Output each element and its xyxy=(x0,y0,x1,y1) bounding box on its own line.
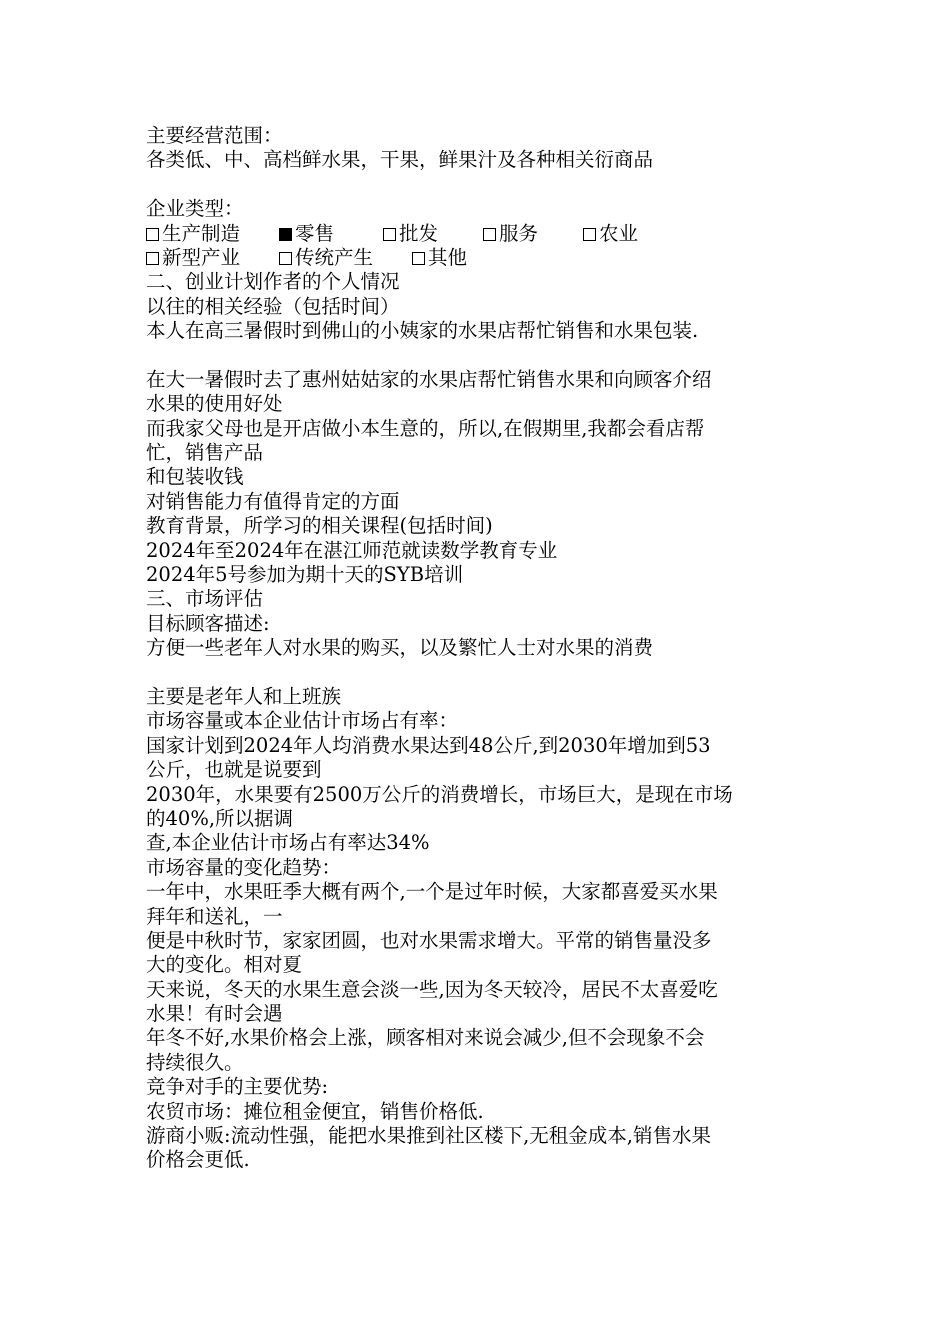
blank-line xyxy=(146,661,826,685)
text-line: 目标顾客描述: xyxy=(146,611,270,635)
section-heading: 三、市场评估 xyxy=(146,587,264,611)
text-line: 而我家父母也是开店做小本生意的，所以,在假期里,我都会看店帮 xyxy=(146,416,705,440)
text-line: 在大一暑假时去了惠州姑姑家的水果店帮忙销售水果和向顾客介绍 xyxy=(146,367,712,391)
checkbox-icon xyxy=(146,228,159,241)
text-line: 方便一些老年人对水果的购买，以及繁忙人士对水果的消费 xyxy=(146,636,654,660)
text-line: 持续很久。 xyxy=(146,1050,244,1074)
text-line: 主要是老年人和上班族 xyxy=(146,684,342,708)
text-line: 水果的使用好处 xyxy=(146,392,283,416)
text-line: 农贸市场：摊位租金便宜，销售价格低. xyxy=(146,1099,484,1123)
text-line: 一年中，水果旺季大概有两个,一个是过年时候，大家都喜爱买水果 xyxy=(146,880,718,904)
text-line: 2024年5号参加为期十天的SYB培训 xyxy=(146,563,464,587)
document-body xyxy=(146,124,826,1173)
text-line: 的40%,所以据调 xyxy=(146,806,294,830)
blank-line xyxy=(146,173,826,197)
text-line: 拜年和送礼，一 xyxy=(146,904,283,928)
text-line: 忙，销售产品 xyxy=(146,441,264,465)
text-line: 教育背景，所学习的相关课程(包括时间) xyxy=(146,514,493,538)
text-line: 游商小贩:流动性强，能把水果推到社区楼下,无租金成本,销售水果 xyxy=(146,1124,711,1148)
text-line: 二、创业计划作者的个人情况 xyxy=(146,270,400,294)
type-option[interactable]: 生产制造 xyxy=(146,222,279,246)
checkbox-filled-icon xyxy=(279,228,292,241)
type-option[interactable]: 新型产业 xyxy=(146,246,279,270)
checkbox-icon xyxy=(583,228,596,241)
checkbox-icon xyxy=(483,228,496,241)
type-option[interactable]: 农业 xyxy=(583,222,638,246)
text-line: 公斤，也就是说要到 xyxy=(146,758,322,782)
checkbox-icon xyxy=(146,252,159,265)
checkbox-icon xyxy=(383,228,396,241)
text-line: 市场容量的变化趋势： xyxy=(146,855,342,879)
checkbox-icon xyxy=(279,252,292,265)
text-line: 以往的相关经验（包括时间） xyxy=(146,294,400,318)
type-option[interactable]: 其他 xyxy=(412,246,467,270)
text-line: 年冬不好,水果价格会上涨，顾客相对来说会减少,但不会现象不会 xyxy=(146,1026,705,1050)
text-line: 天来说，冬天的水果生意会淡一些,因为冬天较冷，居民不太喜爱吃 xyxy=(146,977,718,1001)
text-line: 查,本企业估计市场占有率达34% xyxy=(146,831,430,855)
text-line: 对销售能力有值得肯定的方面 xyxy=(146,489,400,513)
scope-heading: 主要经营范围： xyxy=(146,124,283,147)
text-line: 市场容量或本企业估计市场占有率： xyxy=(146,709,459,733)
text-line: 本人在高三暑假时到佛山的小姨家的水果店帮忙销售和水果包装. xyxy=(146,319,699,343)
text-line: 价格会更低. xyxy=(146,1148,250,1172)
text-line: 2030年，水果要有2500万公斤的消费增长，市场巨大，是现在市场 xyxy=(146,782,733,806)
type-option[interactable]: 零售 xyxy=(279,222,383,246)
type-row-2 xyxy=(146,246,826,270)
blank-line xyxy=(146,344,826,368)
text-line: 2024年至2024年在湛江师范就读数学教育专业 xyxy=(146,538,558,562)
type-heading: 企业类型： xyxy=(146,197,244,221)
text-line: 和包装收钱 xyxy=(146,465,244,489)
text-line: 便是中秋时节，家家团圆，也对水果需求增大。平常的销售量没多 xyxy=(146,928,712,952)
checkbox-icon xyxy=(412,252,425,265)
scope-text: 各类低、中、高档鲜水果，干果，鲜果汁及各种相关衍商品 xyxy=(146,148,654,172)
text-line: 国家计划到2024年人均消费水果达到48公斤,到2030年增加到53 xyxy=(146,733,711,757)
text-line: 竞争对手的主要优势: xyxy=(146,1075,329,1099)
type-option[interactable]: 批发 xyxy=(383,222,483,246)
type-option[interactable]: 传统产生 xyxy=(279,246,412,270)
text-line: 水果！有时会遇 xyxy=(146,1002,283,1026)
text-line: 大的变化。相对夏 xyxy=(146,953,303,977)
type-row-1 xyxy=(146,222,826,246)
type-option[interactable]: 服务 xyxy=(483,222,583,246)
